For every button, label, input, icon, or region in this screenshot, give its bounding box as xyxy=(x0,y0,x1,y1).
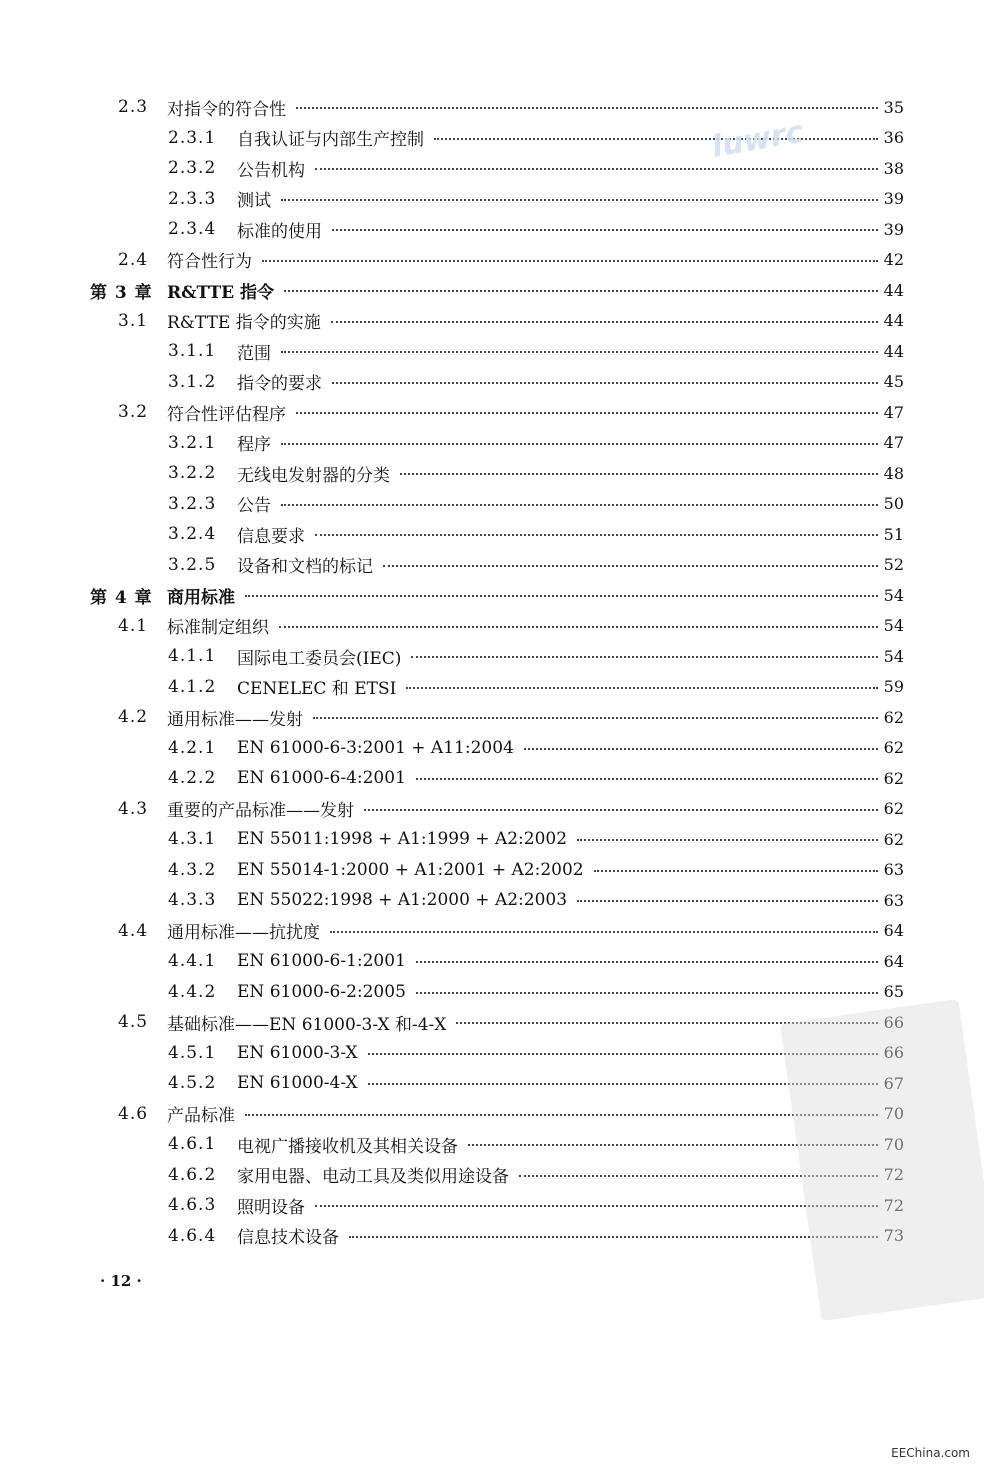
toc-entry[interactable] xyxy=(0,946,984,976)
toc-entry-page: 62 xyxy=(883,707,904,727)
toc-entry-number: 2.4 xyxy=(118,249,149,270)
page-number: · 12 · xyxy=(100,1272,142,1290)
toc-entry[interactable] xyxy=(0,794,984,824)
toc-entry-page: 66 xyxy=(883,1012,904,1032)
toc-entry-number: 4.2.1 xyxy=(168,737,217,758)
toc-entry-number: 第 3 章 xyxy=(90,282,153,303)
toc-entry[interactable] xyxy=(0,611,984,641)
toc-entry-page: 70 xyxy=(883,1104,904,1123)
toc-entry[interactable] xyxy=(0,458,984,488)
toc-entry-number: 4.3.2 xyxy=(168,859,217,880)
toc-entry[interactable] xyxy=(0,733,984,763)
toc-entry[interactable] xyxy=(0,306,984,336)
toc-entry-title: 基础标准——EN 61000-3-X 和-4-X xyxy=(167,1014,447,1035)
toc-entry-page: 47 xyxy=(883,433,904,452)
toc-entry-page: 64 xyxy=(883,921,904,940)
toc-entry-number: 4.6.1 xyxy=(168,1134,217,1154)
toc-dot-leader xyxy=(281,199,878,201)
toc-dot-leader xyxy=(332,382,878,384)
toc-entry-number: 4.3 xyxy=(118,798,149,819)
toc-entry-title: 国际电工委员会(IEC) xyxy=(237,648,402,669)
toc-entry[interactable] xyxy=(0,580,984,610)
toc-entry-page: 59 xyxy=(883,677,904,696)
toc-dot-leader xyxy=(411,656,878,658)
toc-entry-number: 4.6 xyxy=(118,1103,149,1124)
toc-entry-title: R&TTE 指令的实施 xyxy=(167,313,321,333)
toc-entry-number: 4.5.1 xyxy=(168,1042,217,1063)
toc-entry-page: 67 xyxy=(883,1073,904,1093)
toc-entry-title: 信息要求 xyxy=(237,526,305,547)
toc-entry-number: 4.4.2 xyxy=(168,981,217,1002)
toc-dot-leader xyxy=(245,595,878,597)
toc-entry-page: 39 xyxy=(883,219,904,239)
toc-dot-leader xyxy=(315,534,878,536)
toc-entry-page: 54 xyxy=(883,646,904,666)
toc-entry-page: 65 xyxy=(883,982,904,1001)
toc-entry-number: 2.3.4 xyxy=(168,219,217,239)
toc-dot-leader xyxy=(416,992,878,994)
toc-entry-number: 4.1 xyxy=(118,615,149,636)
toc-entry-number: 4.6.3 xyxy=(168,1195,217,1215)
toc-entry-title: EN 55014-1:2000 + A1:2001 + A2:2002 xyxy=(237,859,584,880)
toc-entry[interactable] xyxy=(0,397,984,427)
toc-entry-title: 家用电器、电动工具及类似用途设备 xyxy=(237,1167,509,1187)
toc-entry-title: 程序 xyxy=(237,435,271,455)
toc-entry-page: 44 xyxy=(883,341,904,361)
toc-entry-number: 2.3.3 xyxy=(168,188,217,209)
toc-entry[interactable] xyxy=(0,824,984,854)
toc-entry-page: 54 xyxy=(883,585,904,605)
toc-dot-leader xyxy=(400,473,878,475)
toc-entry-number: 3.1.1 xyxy=(168,341,217,361)
toc-dot-leader xyxy=(416,961,878,963)
toc-entry-title: 电视广播接收机及其相关设备 xyxy=(237,1136,458,1157)
toc-entry-title: CENELEC 和 ETSI xyxy=(237,679,397,699)
toc-entry[interactable] xyxy=(0,702,984,732)
toc-entry[interactable] xyxy=(0,763,984,793)
toc-dot-leader xyxy=(262,260,878,262)
toc-entry-number: 2.3.2 xyxy=(168,158,217,178)
toc-entry-page: 52 xyxy=(883,555,904,574)
toc-entry-title: 指令的要求 xyxy=(237,374,322,394)
toc-entry-page: 44 xyxy=(883,280,904,300)
toc-dot-leader xyxy=(281,443,878,445)
toc-entry-title: EN 61000-6-4:2001 xyxy=(237,768,406,788)
toc-entry-title: 通用标准——抗扰度 xyxy=(167,923,320,943)
toc-entry[interactable] xyxy=(0,519,984,549)
toc-entry-page: 63 xyxy=(883,860,904,879)
toc-dot-leader xyxy=(577,900,878,902)
toc-entry[interactable] xyxy=(0,672,984,702)
toc-dot-leader xyxy=(330,931,878,933)
toc-entry-number: 4.5 xyxy=(118,1012,149,1032)
toc-dot-leader xyxy=(349,1236,878,1238)
toc-dot-leader xyxy=(296,412,878,414)
toc-entry-page: 36 xyxy=(883,128,904,147)
toc-entry-page: 42 xyxy=(883,250,904,269)
toc-entry-title: 无线电发射器的分类 xyxy=(237,465,390,486)
toc-dot-leader xyxy=(315,1205,878,1207)
toc-entry-number: 4.4 xyxy=(118,920,149,941)
toc-entry-number: 4.6.4 xyxy=(168,1225,217,1246)
toc-entry-title: 符合性行为 xyxy=(167,252,252,272)
toc-entry[interactable] xyxy=(0,885,984,915)
watermark-logo: luwrc xyxy=(709,114,806,165)
toc-entry-number: 4.2.2 xyxy=(168,768,217,788)
toc-entry-page: 38 xyxy=(883,158,904,178)
toc-entry-page: 62 xyxy=(883,738,904,757)
toc-dot-leader xyxy=(315,168,878,170)
toc-entry[interactable] xyxy=(0,641,984,671)
toc-entry-page: 64 xyxy=(883,951,904,971)
toc-entry-title: EN 55011:1998 + A1:1999 + A2:2002 xyxy=(237,829,568,849)
toc-entry-title: EN 61000-6-2:2005 xyxy=(237,981,406,1002)
toc-entry-page: 50 xyxy=(883,494,904,513)
toc-entry-page: 62 xyxy=(883,799,904,818)
toc-entry-number: 4.3.1 xyxy=(168,829,217,849)
toc-entry[interactable] xyxy=(0,275,984,305)
toc-entry-title: 设备和文档的标记 xyxy=(237,557,373,577)
toc-entry-page: 66 xyxy=(883,1043,904,1062)
toc-entry-number: 4.5.2 xyxy=(168,1073,217,1093)
toc-entry-title: EN 61000-6-3:2001 + A11:2004 xyxy=(237,737,514,758)
toc-entry[interactable] xyxy=(0,916,984,946)
toc-entry-page: 44 xyxy=(883,311,904,330)
toc-entry-title: 商用标准 xyxy=(167,587,235,608)
toc-entry-number: 4.2 xyxy=(118,707,149,727)
toc-dot-leader xyxy=(594,870,878,872)
toc-dot-leader xyxy=(245,1114,878,1116)
toc-entry-number: 3.1.2 xyxy=(168,371,217,392)
toc-entry[interactable] xyxy=(0,977,984,1007)
toc-entry-number: 2.3.1 xyxy=(168,127,217,148)
toc-dot-leader xyxy=(364,809,878,811)
toc-entry[interactable] xyxy=(0,489,984,519)
toc-entry-title: 公告 xyxy=(237,496,271,516)
toc-entry-number: 2.3 xyxy=(118,97,149,117)
toc-entry-page: 62 xyxy=(883,829,904,849)
toc-entry-title: 产品标准 xyxy=(167,1106,235,1126)
toc-entry-page: 72 xyxy=(883,1195,904,1215)
toc-entry-number: 3.2 xyxy=(118,402,149,422)
toc-entry-title: EN 55022:1998 + A1:2000 + A2:2003 xyxy=(237,890,568,910)
toc-entry-title: 信息技术设备 xyxy=(237,1228,339,1248)
toc-dot-leader xyxy=(313,717,878,719)
toc-entry-title: EN 61000-3-X xyxy=(237,1042,358,1063)
toc-entry-title: 通用标准——发射 xyxy=(167,709,303,730)
toc-entry[interactable] xyxy=(0,855,984,885)
toc-dot-leader xyxy=(416,778,878,780)
toc-entry-title: EN 61000-4-X xyxy=(237,1073,358,1093)
toc-entry-number: 4.6.2 xyxy=(168,1164,217,1185)
toc-entry-title: 范围 xyxy=(237,343,271,364)
toc-entry-number: 3.1 xyxy=(118,310,149,331)
toc-entry-page: 63 xyxy=(883,890,904,910)
toc-entry[interactable] xyxy=(0,245,984,275)
toc-entry-page: 51 xyxy=(883,524,904,544)
toc-entry-page: 48 xyxy=(883,463,904,483)
toc-entry[interactable] xyxy=(0,428,984,458)
footer-brand: EEChina.com xyxy=(891,1446,970,1460)
toc-entry-number: 3.2.4 xyxy=(168,524,217,544)
toc-entry[interactable] xyxy=(0,550,984,580)
toc-entry-page: 54 xyxy=(883,616,904,635)
library-seal-stamp xyxy=(780,999,984,1321)
toc-entry-page: 45 xyxy=(883,372,904,391)
toc-entry[interactable] xyxy=(0,153,984,183)
toc-entry-title: 符合性评估程序 xyxy=(167,404,286,425)
toc-dot-leader xyxy=(281,351,878,353)
toc-entry-title: 标准制定组织 xyxy=(167,618,269,638)
toc-dot-leader xyxy=(281,504,878,506)
toc-entry-number: 3.2.5 xyxy=(168,554,217,575)
toc-dot-leader xyxy=(524,748,878,750)
toc-entry-page: 62 xyxy=(883,768,904,788)
toc-entry-title: 自我认证与内部生产控制 xyxy=(237,130,424,150)
toc-entry[interactable] xyxy=(0,336,984,366)
toc-entry[interactable] xyxy=(0,214,984,244)
toc-entry-title: 标准的使用 xyxy=(237,221,322,242)
toc-entry-number: 4.1.1 xyxy=(168,646,217,666)
toc-entry-number: 3.2.3 xyxy=(168,493,217,514)
toc-dot-leader xyxy=(406,687,878,689)
toc-dot-leader xyxy=(296,107,878,109)
toc-entry-title: 测试 xyxy=(237,191,271,211)
toc-entry-page: 72 xyxy=(883,1165,904,1184)
toc-entry-number: 第 4 章 xyxy=(90,587,153,608)
toc-dot-leader xyxy=(331,321,878,323)
toc-dot-leader xyxy=(383,565,878,567)
toc-entry-page: 35 xyxy=(883,97,904,117)
toc-dot-leader xyxy=(332,229,878,231)
toc-entry-page: 39 xyxy=(883,189,904,208)
toc-entry-number: 3.2.2 xyxy=(168,463,217,483)
toc-entry[interactable] xyxy=(0,184,984,214)
toc-entry-title: 公告机构 xyxy=(237,160,305,181)
toc-entry-page: 70 xyxy=(883,1134,904,1154)
toc-entry-title: EN 61000-6-1:2001 xyxy=(237,951,406,971)
toc-entry-number: 3.2.1 xyxy=(168,432,217,453)
toc-dot-leader xyxy=(284,290,878,292)
toc-entry-page: 47 xyxy=(883,402,904,422)
toc-entry-title: 对指令的符合性 xyxy=(167,99,286,120)
toc-dot-leader xyxy=(577,839,878,841)
toc-entry-number: 4.3.3 xyxy=(168,890,217,910)
toc-entry-title: R&TTE 指令 xyxy=(167,282,275,303)
toc-entry-page: 73 xyxy=(883,1226,904,1245)
toc-dot-leader xyxy=(279,626,878,628)
toc-entry-number: 4.1.2 xyxy=(168,676,217,697)
toc-entry-number: 4.4.1 xyxy=(168,951,217,971)
toc-entry[interactable] xyxy=(0,367,984,397)
toc-entry-title: 重要的产品标准——发射 xyxy=(167,801,354,821)
toc-entry-title: 照明设备 xyxy=(237,1197,305,1218)
